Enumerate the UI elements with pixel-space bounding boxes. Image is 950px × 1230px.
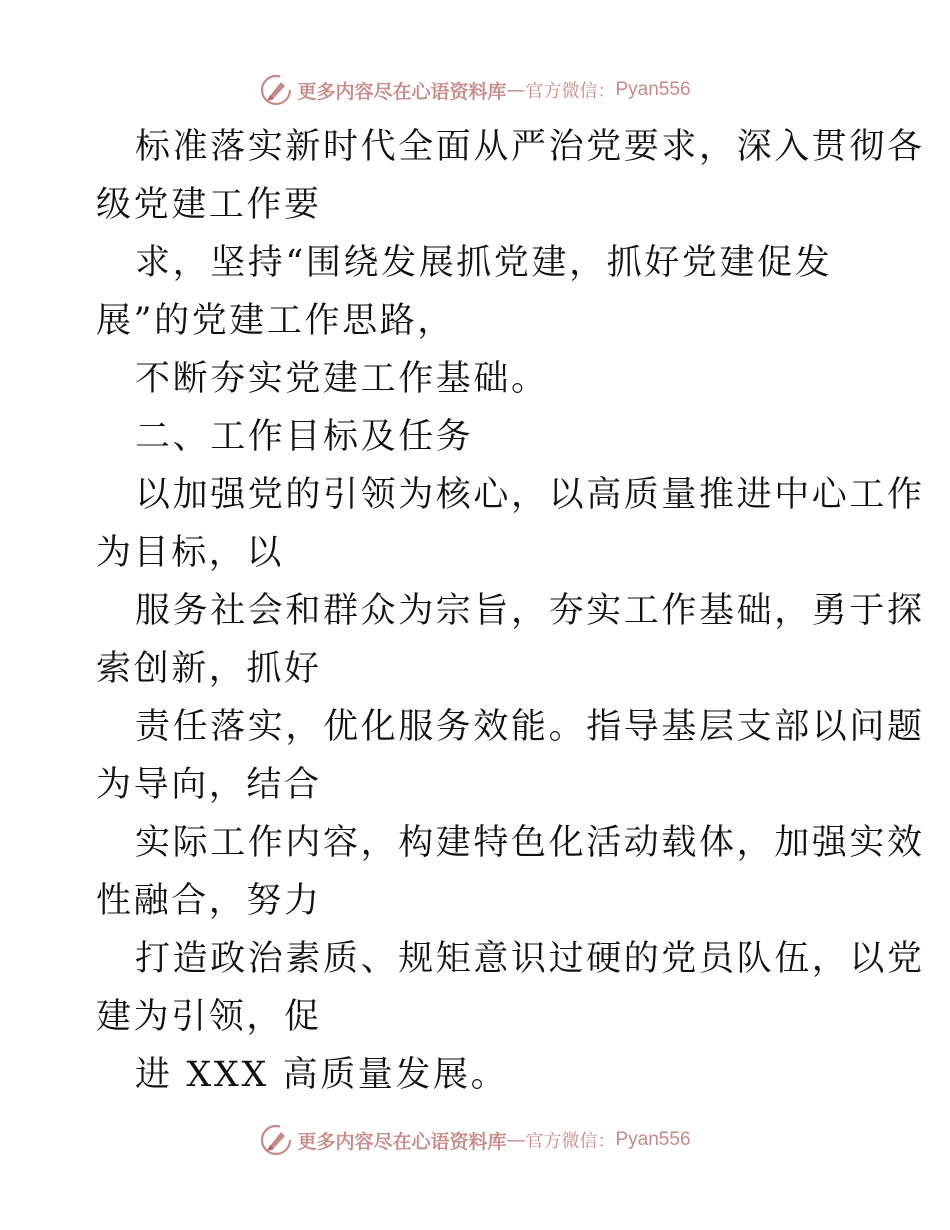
body-line: 建为引领，促 [96,997,322,1037]
footer-watermark [0,1120,950,1160]
body-line: 标准落实新时代全面从严治党要求，深入贯彻各 [135,127,925,167]
pen-nib-logo-icon [259,1123,293,1157]
body-line: 展”的党建工作思路， [96,301,455,341]
watermark-separator: — [506,79,526,101]
pen-nib-logo-icon [259,73,293,107]
body-line: 不断夯实党建工作基础。 [135,359,549,399]
watermark-separator: — [506,1129,526,1151]
body-line: 为目标，以 [96,533,285,573]
body-line: 求，坚持“围绕发展抓党建，抓好党建促发 [135,243,833,283]
body-line: 为导向，结合 [96,765,322,805]
document-body [96,118,925,1104]
body-line: 进 XXX 高质量发展。 [135,1055,509,1095]
body-line: 以加强党的引领为核心，以高质量推进中心工作 [135,475,925,515]
watermark-wechat-id: Pyan556 [615,79,691,100]
watermark-label: 官方微信： [525,81,616,102]
body-line: 责任落实，优化服务效能。指导基层支部以问题 [135,707,925,747]
watermark-title: 更多内容尽在心语资料库 [297,1130,507,1153]
body-line: 服务社会和群众为宗旨，夯实工作基础，勇于探 [135,591,925,631]
body-line: 级党建工作要 [96,185,322,225]
body-line: 实际工作内容，构建特色化活动载体，加强实效 [135,823,925,863]
body-line: 打造政治素质、规矩意识过硬的党员队伍，以党 [135,939,925,979]
body-line: 索创新，抓好 [96,649,322,689]
watermark-label: 官方微信： [525,1131,616,1152]
section-heading: 二、工作目标及任务 [135,417,474,457]
header-watermark [0,70,950,110]
body-line: 性融合，努力 [96,881,322,921]
watermark-title: 更多内容尽在心语资料库 [297,80,507,103]
watermark-wechat-id: Pyan556 [615,1129,691,1150]
